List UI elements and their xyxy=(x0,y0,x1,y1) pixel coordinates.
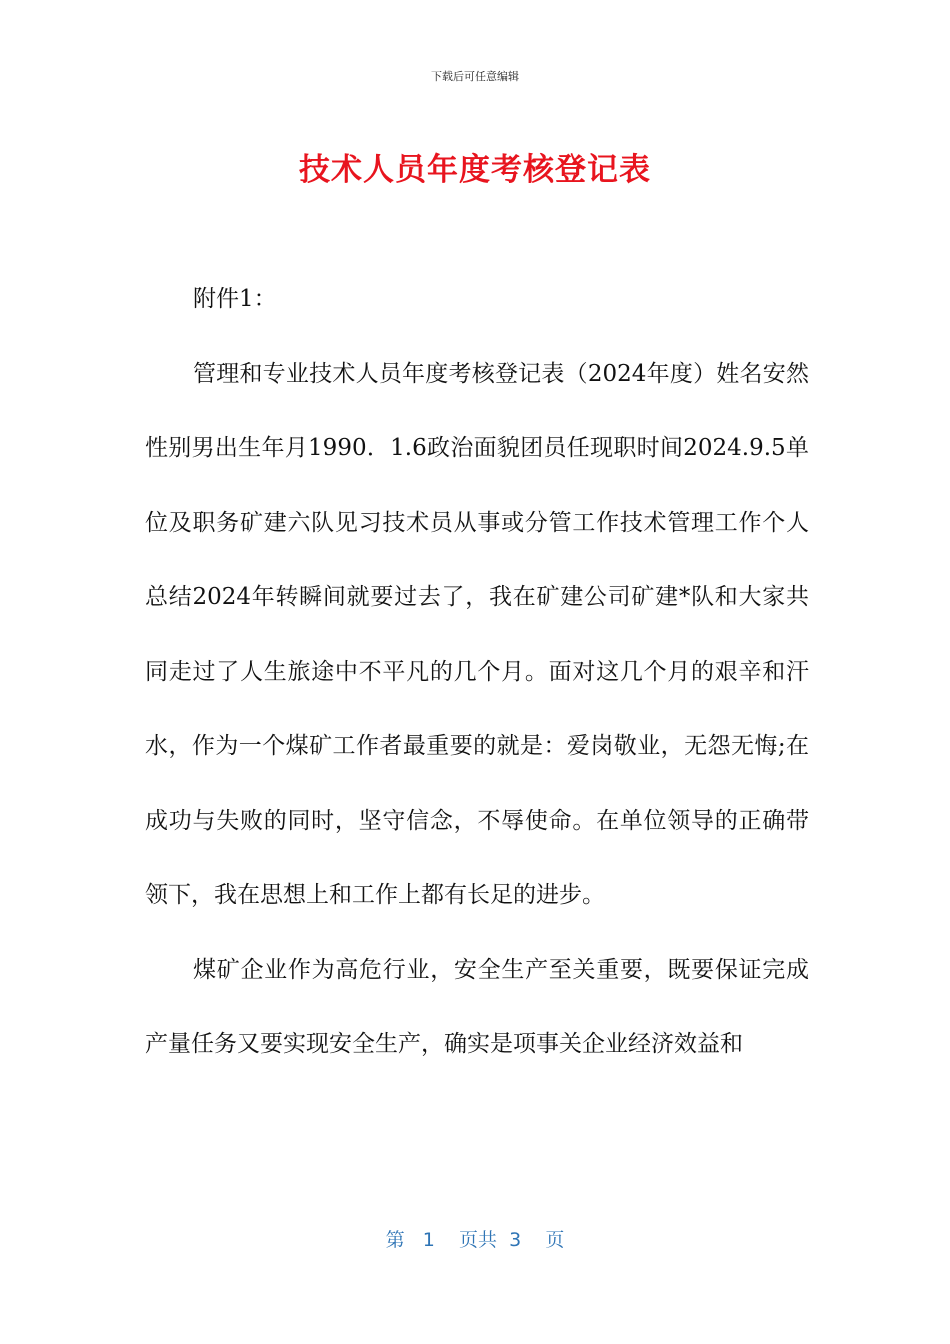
page-label-prefix: 第 xyxy=(385,1229,405,1251)
paragraph-safety-production: 煤矿企业作为高危行业，安全生产至关重要，既要保证完成产量任务又要实现安全生产，确实是项事关企业经济效益和 xyxy=(145,956,809,1057)
document-body xyxy=(145,262,809,1082)
header-note: 下载后可任意编辑 xyxy=(431,70,519,83)
page-label-mid: 页共 xyxy=(459,1229,498,1251)
current-page-number: 1 xyxy=(422,1229,435,1251)
paragraph-attachment-label: 附件1： xyxy=(193,286,277,312)
document-title: 技术人员年度考核登记表 xyxy=(299,152,651,188)
paragraph-registration-summary: 管理和专业技术人员年度考核登记表（2024年度）姓名安然性别男出生年月1990．1.6政治面貌团员任现职时间2024.9.5单位及职务矿建六队见习技术员从事或分管工作技术管理工作个人总结2024年转瞬间就要过去了，我在矿建公司矿建*队和大家共同走过了人生旅途中不平凡的几个月。面对这几个月的艰辛和汗水，作为一个煤矿工作者最重要的就是：爱岗敬业，无怨无悔;在成功与失败的同时，坚守信念，不辱使命。在单位领导的正确带领下，我在思想上和工作上都有长足的进步。 xyxy=(145,360,809,908)
page-footer xyxy=(0,1225,950,1252)
page-label-suffix: 页 xyxy=(545,1229,565,1251)
total-page-count: 3 xyxy=(509,1229,522,1251)
